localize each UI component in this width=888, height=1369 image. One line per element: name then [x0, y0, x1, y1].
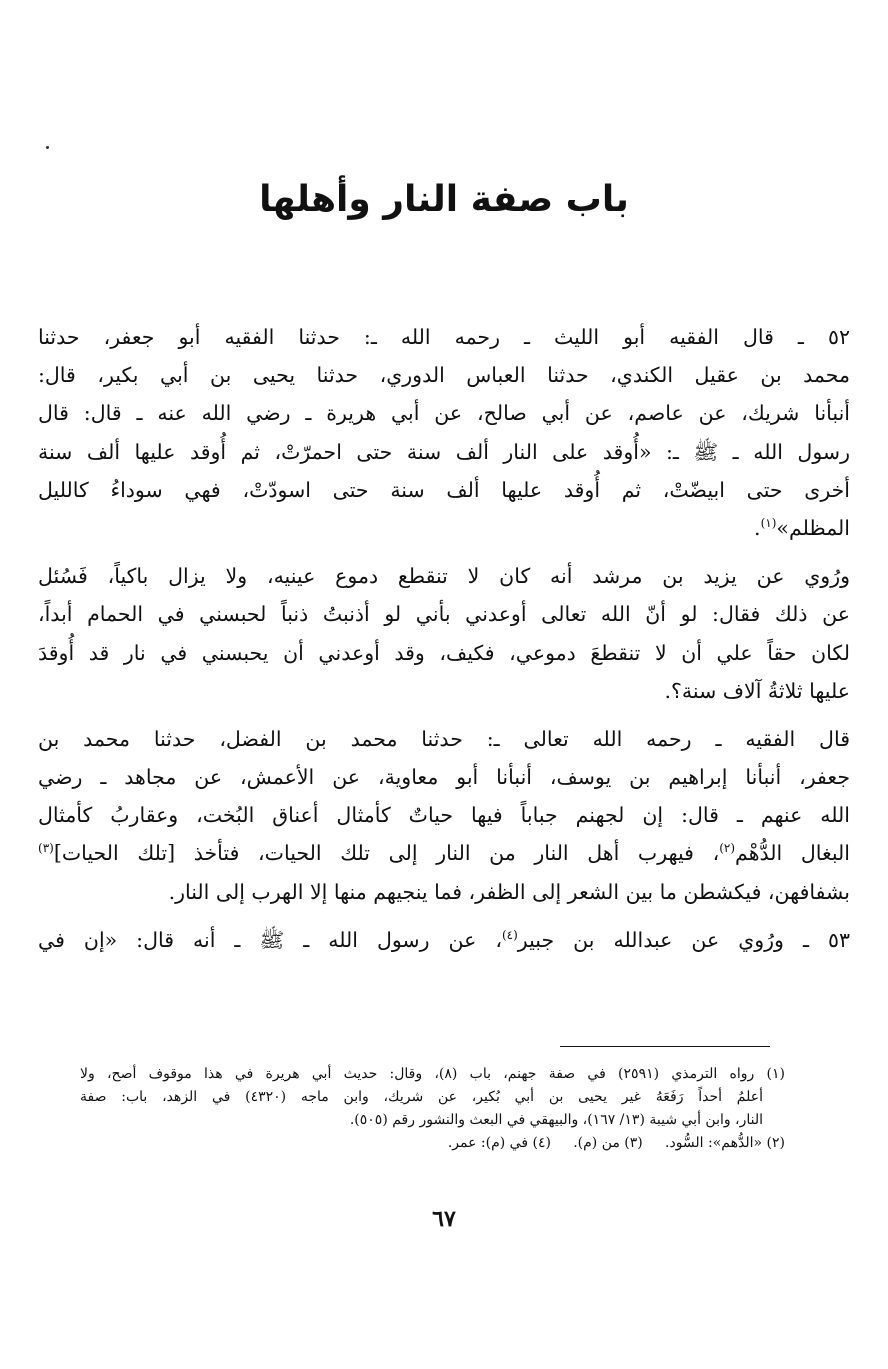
text-fragment: ، عن رسول الله ـ ﷺ ـ أنه قال: «إن في	[38, 927, 502, 952]
main-text	[38, 318, 850, 959]
footnotes	[80, 1063, 785, 1155]
footnote-line: (١) رواه الترمذي (٢٥٩١) في صفة جهنم، باب (٨)، وقال: حديث أبي هريرة في هذا موقوف أصح، ولا	[80, 1066, 785, 1082]
footnote-line: (٢) «الدُّهم»: السُّود. (٣) من (م). (٤) في (م): عمر.	[447, 1135, 785, 1151]
text-line	[38, 834, 850, 872]
footnote-mark: (١)	[760, 516, 777, 531]
text-line	[38, 509, 850, 547]
text-fragment: ، فيهرب أهل النار من النار إلى تلك الحيات، فتأخذ [تلك الحيات]	[53, 841, 720, 866]
text-line: بشفافهن، فيكشطن ما بين الشعر إلى الظفر، فما ينجيهم منها إلا الهرب إلى النار.	[168, 879, 850, 904]
text-line: الله عنهم ـ قال: إن لجهنم جباباً فيها حياتٌ كأمثال أعناق البُخت، وعقاربُ كأمثال	[38, 803, 850, 828]
page-number: ٦٧	[432, 1206, 456, 1232]
text-line: أخرى حتى ابيضّتْ، ثم أُوقد عليها ألف سنة حتى اسودّتْ، فهي سوداءُ كالليل	[38, 477, 850, 502]
text-line: قال الفقيه ـ رحمه الله تعالى ـ: حدثنا محمد بن الفضل، حدثنا محمد بن	[38, 726, 850, 751]
footnote-line: النار، وابن أبي شيبة (١٣/ ١٦٧)، والبيهقي في البعث والنشور رقم (٥٠٥).	[349, 1112, 763, 1128]
text-fragment: .	[754, 515, 761, 540]
text-line: محمد بن عقيل الكندي، حدثنا العباس الدوري، حدثنا يحيى بن أبي بكير، قال:	[38, 363, 850, 388]
text-line: عن ذلك فقال: لو أنّ الله تعالى أوعدني بأني لو أذنبتُ ذنباً لحبسني في الحمام أبداً،	[38, 602, 850, 627]
footnote-mark: (٤)	[501, 927, 518, 942]
footnote-mark: (٢)	[719, 841, 736, 856]
text-line: أنبأنا شريك، عن عاصم، عن أبي صالح، عن أبي هريرة ـ رضي الله عنه ـ قال: قال	[38, 401, 850, 426]
paragraph-yazid	[38, 557, 850, 710]
paragraph-53	[38, 921, 850, 959]
chapter-title: باب صفة النار وأهلها	[259, 179, 629, 220]
text-fragment: المظلم»	[776, 515, 850, 540]
paragraph-52	[38, 318, 850, 547]
text-line: جعفر، أنبأنا إبراهيم بن يوسف، أنبأنا أبو معاوية، عن الأعمش، عن مجاهد ـ رضي	[38, 765, 850, 790]
text-line: لكان حقاً علي أن لا تنقطعَ دموعي، فكيف، وقد أوعدني أن يحبسني في نار قد أُوقدَ	[38, 640, 850, 665]
text-line: ٥٢ ـ قال الفقيه أبو الليث ـ رحمه الله ـ: حدثنا الفقيه أبو جعفر، حدثنا	[38, 325, 850, 349]
stray-ink-dot	[46, 146, 49, 149]
text-line: عليها ثلاثةُ آلاف سنة؟.	[664, 678, 850, 703]
text-line: ورُوي عن يزيد بن مرشد أنه كان لا تنقطع دموع عينيه، ولا يزال باكياً، فَسُئل	[38, 564, 850, 589]
text-fragment: البغال الدُّهْم	[735, 841, 850, 866]
footnote-mark: (٣)	[38, 841, 54, 856]
footnote-separator	[560, 1046, 770, 1047]
footnote-line: أعلمُ أحداً رَفَعَهُ غير يحيى بن أبي بُكير، عن شريك، وابن ماجه (٤٣٢٠) في الزهد، باب: صفة	[80, 1089, 763, 1105]
text-line	[38, 921, 850, 959]
paragraph-mujahid	[38, 720, 850, 911]
text-fragment: ٥٣ ـ ورُوي عن عبدالله بن جبير	[517, 927, 851, 952]
text-line: رسول الله ـ ﷺ ـ: «أُوقد على النار ألف سنة حتى احمرّتْ، ثم أُوقد عليها ألف سنة	[38, 439, 850, 464]
